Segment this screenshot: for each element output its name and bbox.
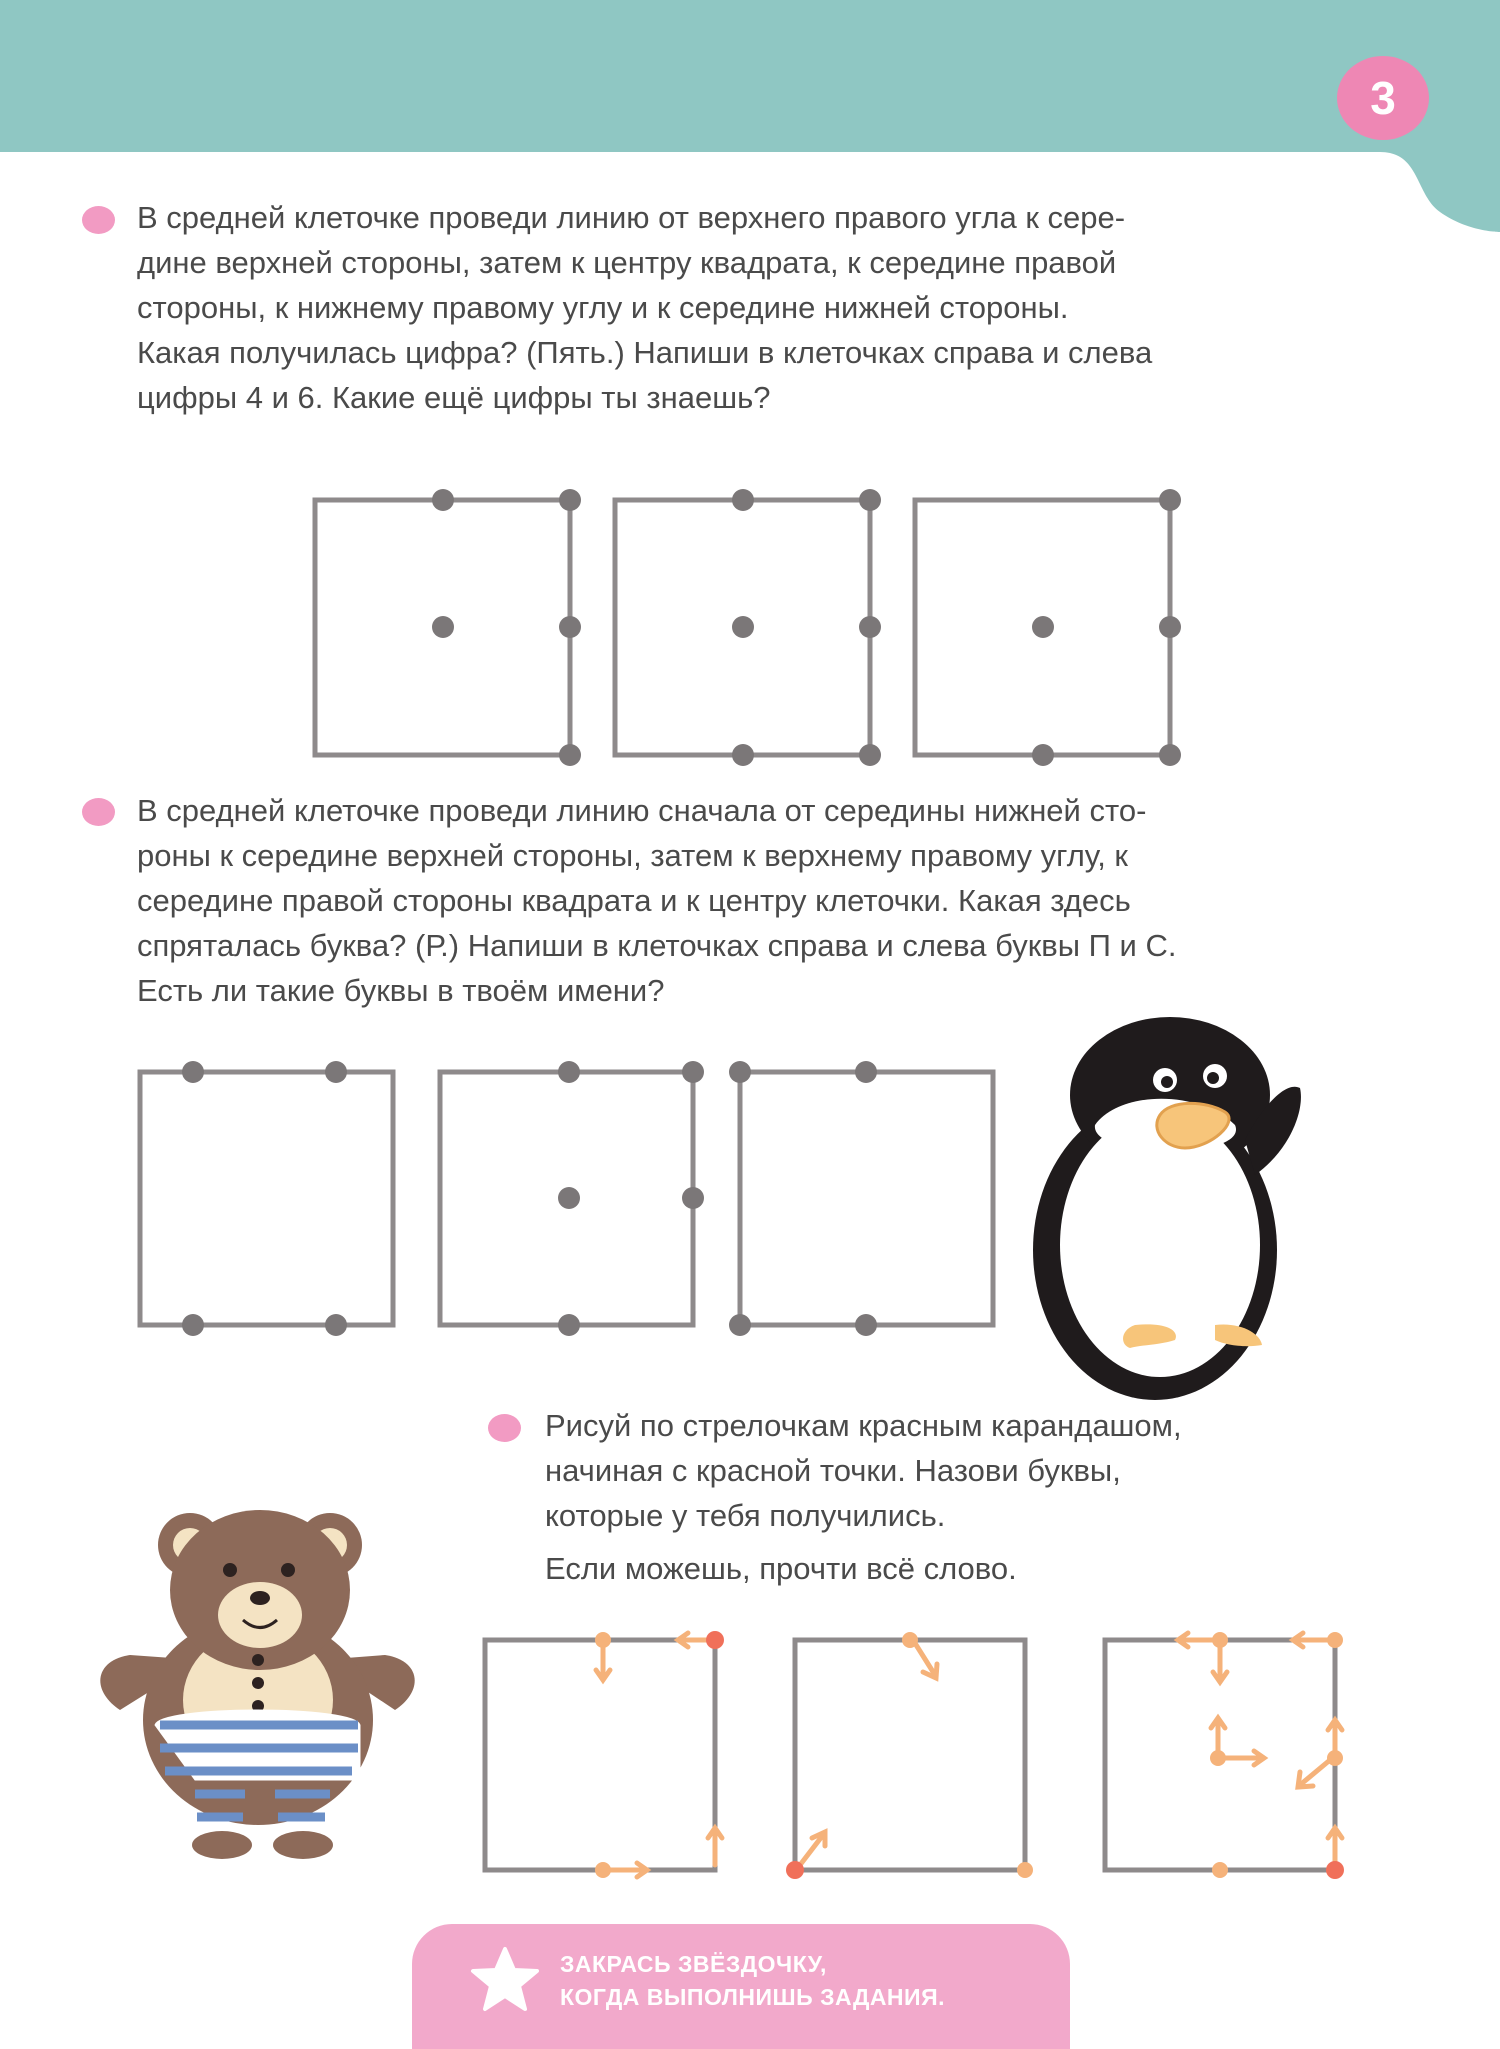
bear-icon xyxy=(100,1510,414,1859)
task1-line: Какая получилась цифра? (Пять.) Напиши в клеточках справа и слева xyxy=(137,335,1153,370)
row3-squares xyxy=(485,1640,1335,1870)
row2-square-left xyxy=(140,1072,393,1325)
task2-line: Есть ли такие буквы в твоём имени? xyxy=(137,973,665,1008)
task3-line: Рисуй по стрелочкам красным карандашом, xyxy=(545,1408,1182,1443)
task2-line: роны к середине верхней стороны, затем к верхнему правому углу, к xyxy=(137,838,1128,873)
footer-line: КОГДА ВЫПОЛНИШЬ ЗАДАНИЯ. xyxy=(560,1984,945,2010)
penguin-icon xyxy=(1033,1017,1301,1400)
task3-line: которые у тебя получились. xyxy=(545,1498,946,1533)
page-number-badge: 3 xyxy=(1337,56,1429,140)
star-icon[interactable] xyxy=(470,1945,540,2015)
footer-text xyxy=(560,1948,1060,2014)
row3-dots xyxy=(595,1632,1343,1878)
task2-line: середине правой стороны квадрата и к центру клеточки. Какая здесь xyxy=(137,883,1131,918)
task1-line: дине верхней стороны, затем к центру квадрата, к середине правой xyxy=(137,245,1117,280)
footer-line: ЗАКРАСЬ ЗВЁЗДОЧКУ, xyxy=(560,1951,827,1977)
task3-text xyxy=(545,1403,1305,1591)
task3-line: начиная с красной точки. Назови буквы, xyxy=(545,1453,1121,1488)
row1-dots xyxy=(432,489,1181,766)
task2-text xyxy=(137,788,1377,1013)
task3-bullet xyxy=(488,1414,521,1442)
row2-dots xyxy=(182,1061,877,1336)
row3-arrows xyxy=(596,1633,1342,1877)
task3-extra: Если можешь, прочти всё слово. xyxy=(545,1551,1017,1586)
task2-line: В средней клеточке проведи линию сначала от середины нижней сто- xyxy=(137,793,1147,828)
task1-line: В средней клеточке проведи линию от верхнего правого угла к сере- xyxy=(137,200,1126,235)
task1-line: стороны, к нижнему правому углу и к середине нижней стороны. xyxy=(137,290,1069,325)
task2-line: спряталась буква? (Р.) Напиши в клеточках справа и слева буквы П и С. xyxy=(137,928,1177,963)
task1-text xyxy=(137,195,1347,420)
row3-square-middle xyxy=(795,1640,1025,1870)
row2-square-right xyxy=(740,1072,993,1325)
task1-bullet xyxy=(82,206,115,234)
task2-bullet xyxy=(82,798,115,826)
task1-line: цифры 4 и 6. Какие ещё цифры ты знаешь? xyxy=(137,380,771,415)
